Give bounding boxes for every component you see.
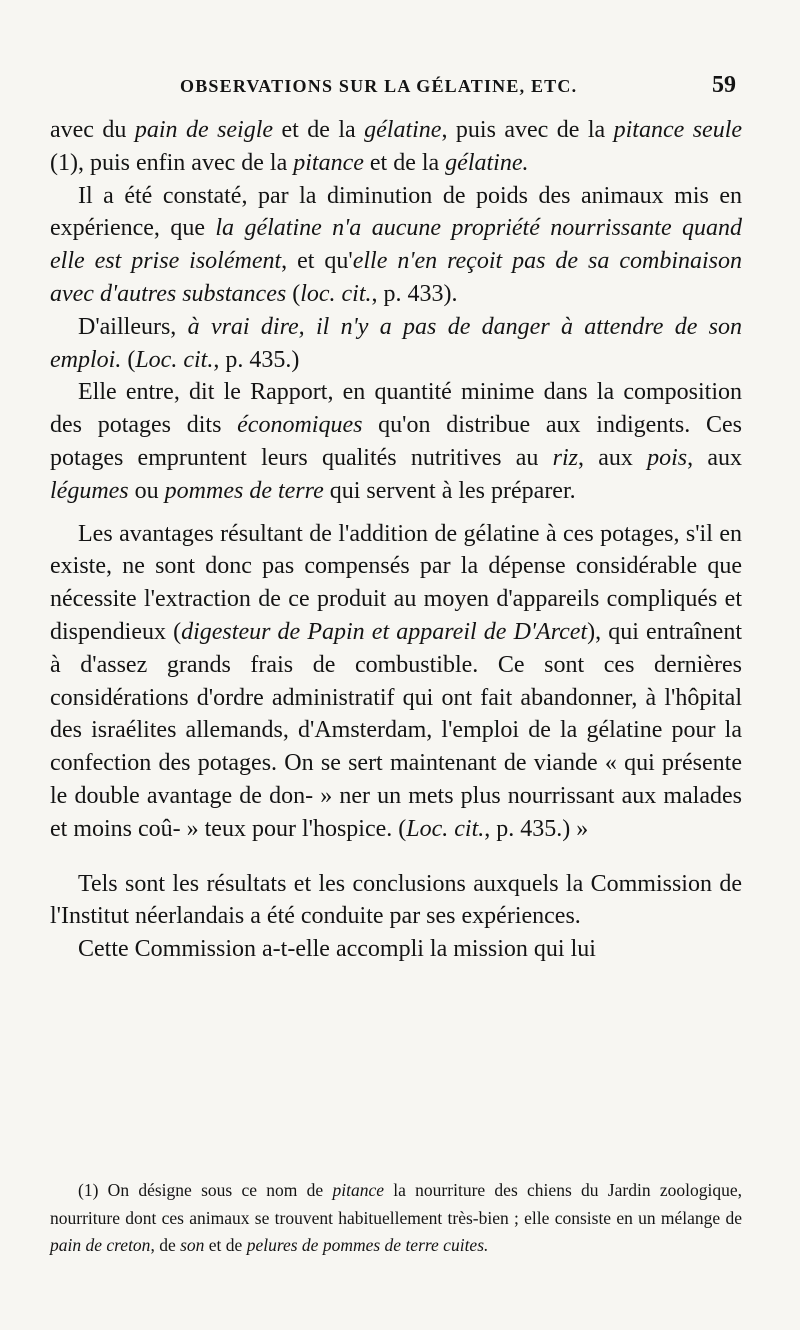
text-run: et de la [273, 117, 365, 143]
text-run: (1), puis enfin avec de la [50, 149, 294, 176]
italic-text: pitance seule [613, 117, 743, 143]
text-run: , p. 435.) » [484, 815, 589, 842]
text-run: , aux [687, 444, 742, 471]
text-run: Cette Commission a-t-elle accompli la mission qui lui [78, 936, 596, 963]
italic-text: pain de seigle [134, 117, 274, 143]
text-run: , p. 433). [371, 280, 458, 307]
text-run: qui servent à les préparer. [323, 477, 576, 504]
italic-text: son [180, 1235, 205, 1255]
text-run: qu'on distribue aux indigents. Ces potages empruntent leurs qualités nutritives au [50, 412, 742, 471]
paragraph [50, 868, 742, 934]
italic-text: Loc. cit. [406, 815, 485, 842]
italic-text: pelures de pommes de terre cuites. [246, 1235, 489, 1255]
running-title: OBSERVATIONS SUR LA GÉLATINE, ETC. [180, 76, 578, 96]
italic-text: économiques [237, 412, 363, 439]
text-run: ou [128, 477, 165, 504]
text-run: ( [286, 280, 301, 307]
paragraph [50, 933, 742, 966]
italic-text: légumes [50, 477, 129, 504]
text-run: avec du [50, 117, 135, 143]
paragraph [50, 180, 742, 311]
page-header [50, 72, 740, 104]
text-run: (1) On désigne sous ce nom de [78, 1180, 333, 1200]
text-run: , puis avec de la [441, 117, 614, 143]
footnotes [50, 1177, 742, 1260]
italic-text: riz [552, 444, 578, 471]
text-run: la nourriture des chiens du Jardin zoologique, nourriture dont ces animaux se trouvent habituellement très-bien ; elle consiste en un mélange de [50, 1180, 742, 1228]
text-run: , et qu' [281, 248, 353, 275]
paragraph [50, 311, 742, 377]
italic-text: elle n'en reçoit pas de sa combinaison avec d'autres substances [50, 248, 742, 307]
italic-text: digesteur de Papin et appareil de D'Arcet [181, 618, 588, 645]
text-run: ( [121, 346, 136, 373]
italic-text: gélatine. [445, 149, 529, 176]
italic-text: loc. cit. [300, 280, 372, 307]
paragraph [50, 114, 742, 180]
paragraph [50, 376, 742, 507]
italic-text: pitance [293, 149, 364, 176]
italic-text: pois [647, 444, 688, 471]
text-run: Elle entre, dit le Rapport, en quantité minime dans la composition des potages dits [50, 379, 742, 439]
italic-text: la gélatine n'a aucune propriété nourrissante quand elle est prise isolément [50, 215, 742, 275]
italic-text: pain de creton [50, 1235, 151, 1255]
text-run: et de [204, 1235, 247, 1255]
italic-text: Loc. cit. [135, 346, 214, 373]
text-run: Il a été constaté, par la diminution de poids des animaux mis en expérience, que [50, 182, 742, 242]
text-run: Les avantages résultant de l'addition de gélatine à ces potages, s'il en existe, ne sont donc pas compensés par la dépense considérable que nécessite l'extraction de ce produit au moyen d'appareils compliqués et dispendieux ( [50, 520, 742, 645]
italic-text: pommes de terre [164, 477, 324, 504]
italic-text: gélatine [364, 117, 442, 143]
text-run: , de [150, 1235, 181, 1255]
italic-text: à vrai dire, il n'y a pas de danger à attendre de son emploi. [50, 313, 743, 373]
text-run: ), qui entraînent à d'assez grands frais de combustible. Ce sont ces dernières considérations d'ordre administratif qui ont fait abandonner, à l'hôpital des israélites allemands, d'Amsterdam, l'emploi de la gélatine pour la confection des potages. On se sert maintenant de viande « qui présente le double avantage de don- » ner un mets plus nourrissant aux malades et moins coû- » teux pour l'hospice. ( [50, 618, 742, 842]
page-number: 59 [712, 72, 736, 98]
paragraph [50, 518, 742, 846]
text-run: et de la [363, 149, 446, 176]
text-run: , aux [577, 444, 648, 471]
body-text [50, 114, 742, 966]
footnote [50, 1177, 742, 1260]
text-run: Tels sont les résultats et les conclusions auxquels la Commission de l'Institut néerlandais a été conduite par ses expériences. [50, 870, 742, 930]
italic-text: pitance [332, 1180, 384, 1200]
text-run: D'ailleurs, [78, 313, 188, 340]
text-run: , p. 435.) [213, 346, 300, 373]
